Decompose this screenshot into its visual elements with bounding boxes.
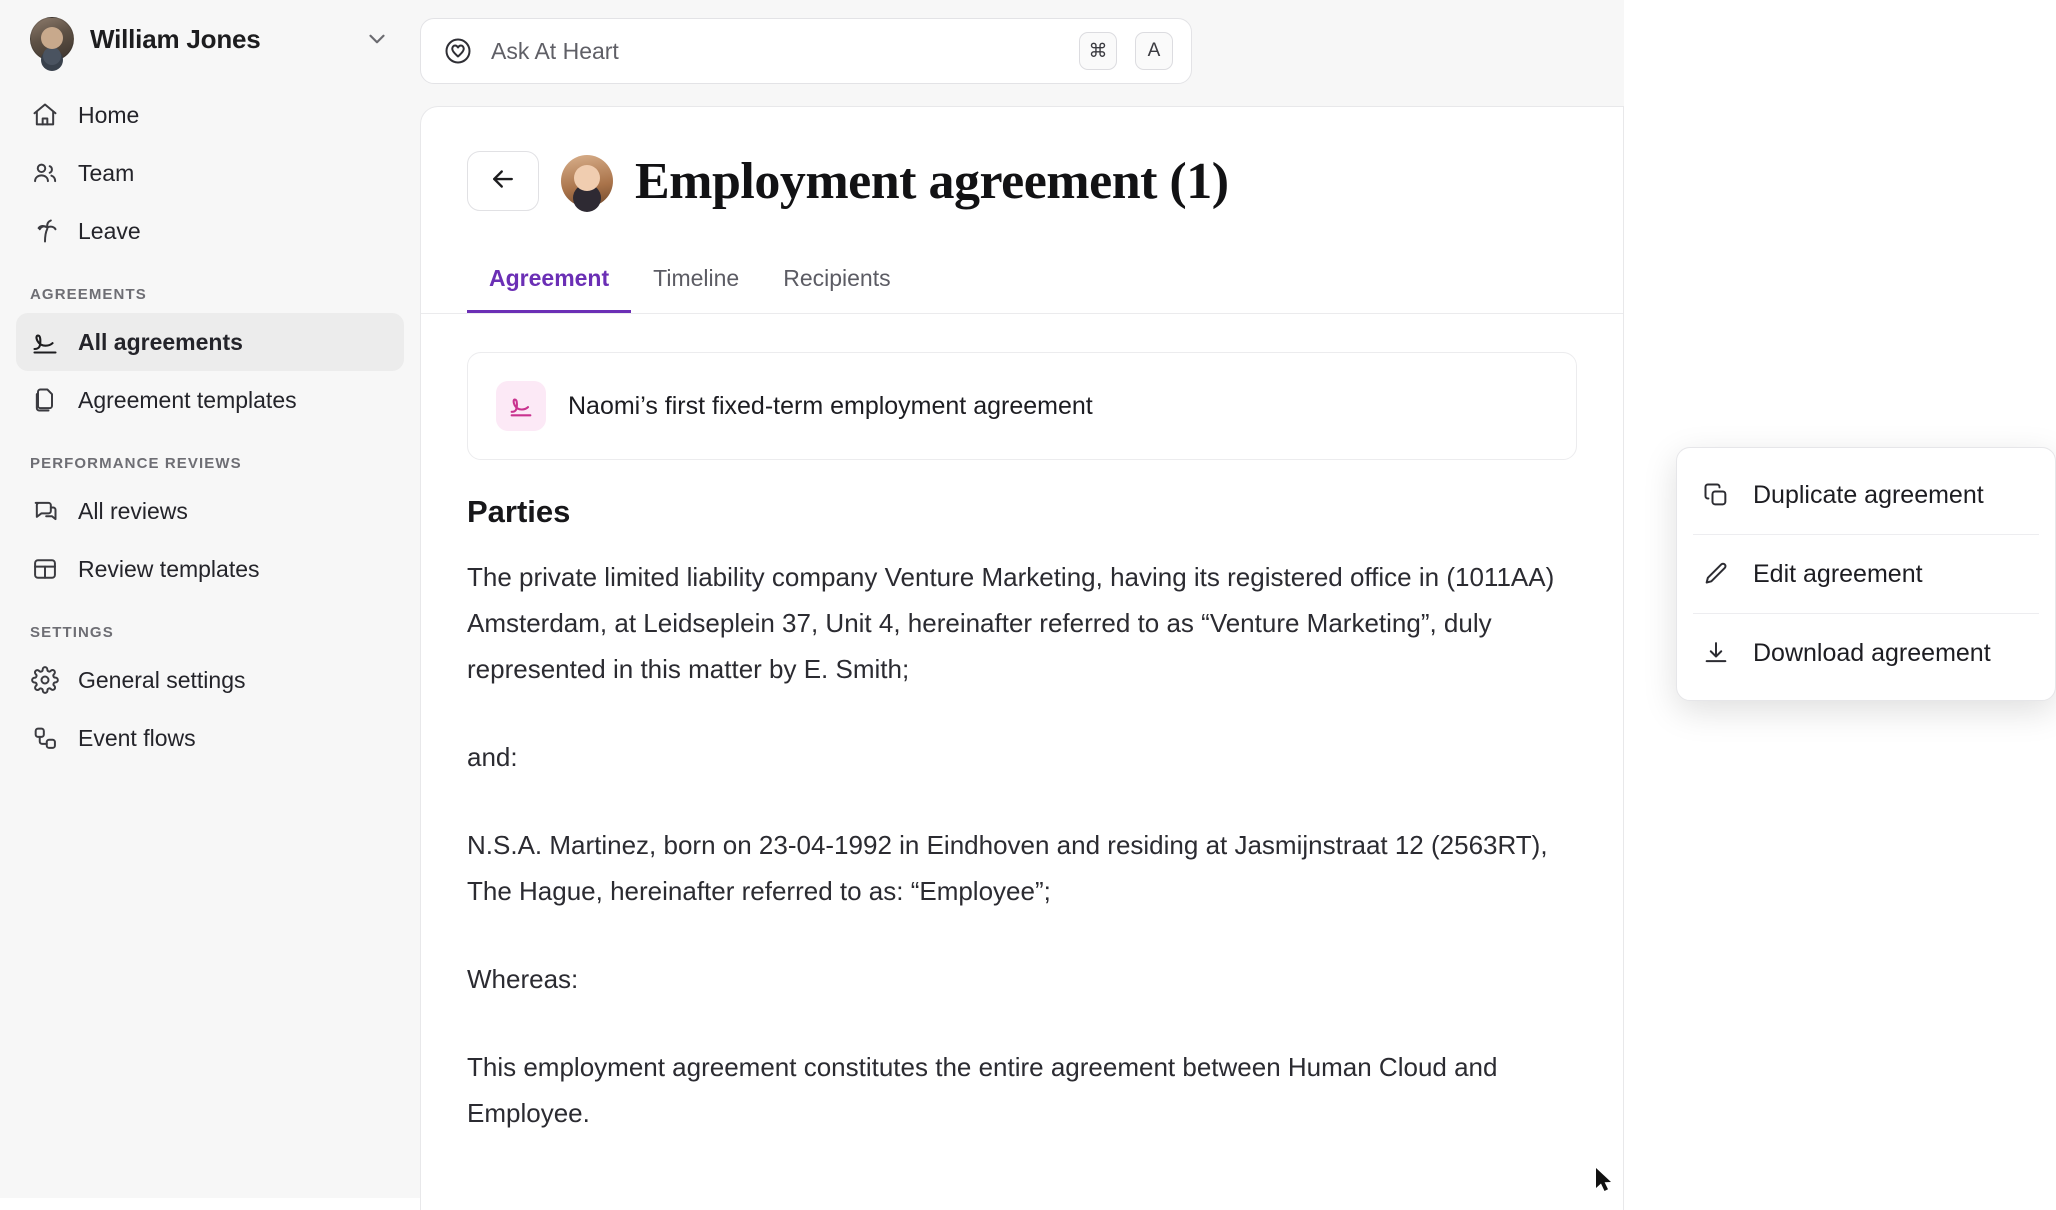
- gear-icon: [30, 665, 60, 695]
- search-input[interactable]: [420, 18, 1192, 84]
- heart-app-icon: [443, 36, 473, 66]
- sidebar-group-label-performance-reviews: PERFORMANCE REVIEWS: [30, 455, 242, 472]
- menu-item-label: Download agreement: [1753, 638, 1991, 667]
- avatar: [561, 155, 613, 207]
- tab-timeline[interactable]: Timeline: [653, 265, 740, 291]
- tab-recipients[interactable]: Recipients: [783, 265, 891, 291]
- paragraph: This employment agreement constitutes the entire agreement between Human Cloud and Employee.: [467, 1052, 1505, 1128]
- paragraph: and:: [467, 742, 518, 772]
- paragraph: N.S.A. Martinez, born on 23-04-1992 in Eindhoven and residing at Jasmijnstraat 12 (2563RT), The Hague, hereinafter referred to as: “Employee”;: [467, 830, 1555, 906]
- sidebar-item-label: Leave: [78, 217, 141, 244]
- sidebar-group-label-settings: SETTINGS: [30, 624, 114, 641]
- sidebar-group-label-agreements: AGREEMENTS: [30, 286, 147, 303]
- agreement-body: [421, 460, 1623, 1136]
- sidebar-item-general-settings[interactable]: [16, 651, 404, 709]
- document-tabs: [421, 229, 1623, 314]
- sidebar-item-label: Home: [78, 101, 140, 128]
- chevron-down-icon[interactable]: [364, 26, 390, 52]
- documents-icon: [30, 385, 60, 415]
- people-icon: [30, 158, 60, 188]
- menu-item-label: Edit agreement: [1753, 559, 1923, 588]
- sidebar-item-label: Event flows: [78, 724, 196, 751]
- sidebar-item-label: Agreement templates: [78, 386, 297, 413]
- paragraph: Whereas:: [467, 964, 579, 994]
- sidebar-item-event-flows[interactable]: [16, 709, 404, 767]
- page-title: Employment agreement (1): [635, 152, 1229, 210]
- sidebar-item-review-templates[interactable]: [16, 540, 404, 598]
- sidebar-item-all-reviews[interactable]: [16, 482, 404, 540]
- agreement-detail-panel: [420, 106, 1624, 1210]
- signature-icon: [496, 381, 546, 431]
- chat-bubble-icon: [30, 496, 60, 526]
- search-placeholder: Ask At Heart: [491, 37, 619, 64]
- layout-icon: [30, 554, 60, 584]
- section-heading-parties: Parties: [467, 494, 571, 529]
- document-header: [421, 107, 1623, 211]
- mouse-cursor-icon: [1596, 1168, 1618, 1194]
- flow-icon: [30, 723, 60, 753]
- copy-icon: [1701, 480, 1731, 510]
- tab-agreement[interactable]: Agreement: [467, 265, 631, 313]
- sidebar-item-label: All agreements: [78, 328, 243, 355]
- download-agreement-menu-item[interactable]: [1677, 614, 2055, 692]
- shortcut-key[interactable]: A: [1135, 32, 1173, 70]
- sidebar-item-label: Review templates: [78, 555, 260, 582]
- sidebar-item-label: All reviews: [78, 497, 188, 524]
- agreement-summary-card[interactable]: [467, 352, 1577, 460]
- sidebar-item-agreement-templates[interactable]: [16, 371, 404, 429]
- sidebar-item-home[interactable]: [16, 86, 404, 144]
- sidebar-item-all-agreements[interactable]: [16, 313, 404, 371]
- pencil-icon: [1701, 559, 1731, 589]
- sidebar-item-team[interactable]: [16, 144, 404, 202]
- sidebar-item-label: General settings: [78, 666, 246, 693]
- agreement-context-menu: [1676, 447, 2056, 701]
- signature-icon: [30, 327, 60, 357]
- sidebar-item-label: Team: [78, 159, 135, 186]
- edit-agreement-menu-item[interactable]: [1677, 535, 2055, 613]
- duplicate-agreement-menu-item[interactable]: [1677, 456, 2055, 534]
- paragraph: The private limited liability company Venture Marketing, having its registered office in (1011AA) Amsterdam, at Leidseplein 37, Unit 4, hereinafter referred to as “Venture Marketing”, duly represented in this matter by E. Smith;: [467, 562, 1561, 684]
- palm-tree-icon: [30, 216, 60, 246]
- agreement-summary-text: Naomi’s first fixed-term employment agreement: [568, 391, 1093, 420]
- home-icon: [30, 100, 60, 130]
- avatar: [30, 17, 74, 61]
- user-name: William Jones: [90, 23, 261, 54]
- back-button[interactable]: [467, 151, 539, 211]
- menu-item-label: Duplicate agreement: [1753, 480, 1984, 509]
- sidebar: [0, 0, 420, 1198]
- download-icon: [1701, 638, 1731, 668]
- main-area: [420, 0, 1991, 1198]
- user-menu[interactable]: [16, 0, 404, 78]
- back-arrow-icon: [488, 164, 518, 199]
- sidebar-item-leave[interactable]: [16, 202, 404, 260]
- shortcut-modifier-key[interactable]: ⌘: [1079, 32, 1117, 70]
